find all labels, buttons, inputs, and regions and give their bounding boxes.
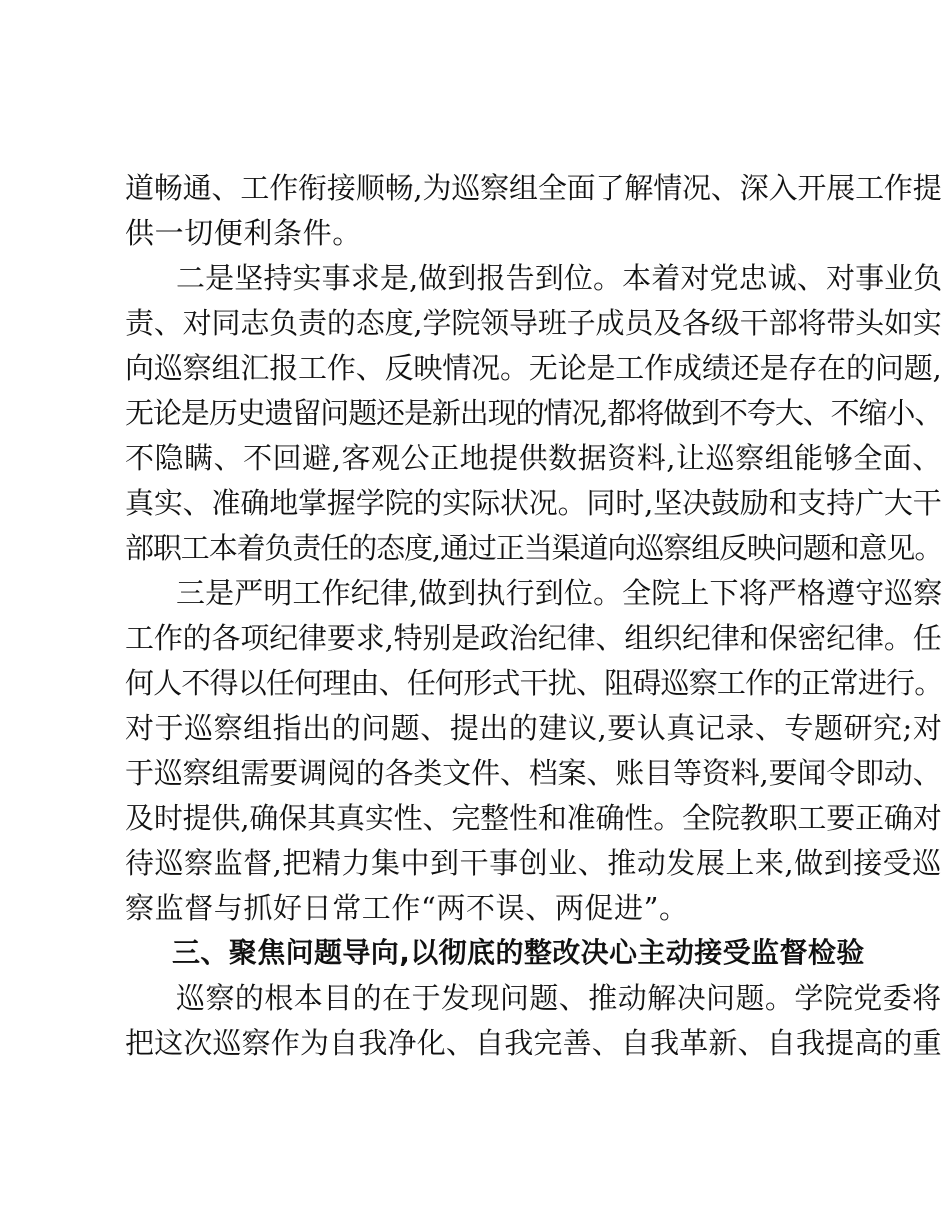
text-line-8: 真实、准确地掌握学院的实际状况。同时,坚决鼓励和支持广大干 (125, 486, 942, 520)
text-line-7: 不隐瞒、不回避,客观公正地提供数据资料,让巡察组能够全面、 (125, 441, 942, 475)
text-line-11: 工作的各项纪律要求,特别是政治纪律、组织纪律和保密纪律。任 (125, 621, 942, 655)
section-heading: 三、聚焦问题导向,以彻底的整改决心主动接受监督检验 (172, 936, 865, 969)
text-line-10: 三是严明工作纪律,做到执行到位。全院上下将严格遵守巡察 (176, 576, 943, 610)
text-line-4: 责、对同志负责的态度,学院领导班子成员及各级干部将带头如实 (125, 306, 942, 340)
text-line-17: 察监督与抓好日常工作“两不误、两促进”。 (125, 891, 689, 925)
text-line-12: 何人不得以任何理由、任何形式干扰、阻碍巡察工作的正常进行。 (125, 666, 943, 700)
text-line-16: 待巡察监督,把精力集中到干事创业、推动发展上来,做到接受巡 (125, 846, 942, 880)
text-line-2: 供一切便利条件。 (125, 216, 362, 250)
text-line-6: 无论是历史遗留问题还是新出现的情况,都将做到不夸大、不缩小、 (125, 396, 943, 430)
text-line-9: 部职工本着负责任的态度,通过正当渠道向巡察组反映问题和意见。 (125, 531, 943, 565)
text-line-1: 道畅通、工作衔接顺畅,为巡察组全面了解情况、深入开展工作提 (125, 171, 942, 205)
text-line-20: 把这次巡察作为自我净化、自我完善、自我革新、自我提高的重 (125, 1026, 942, 1060)
text-line-15: 及时提供,确保其真实性、完整性和准确性。全院教职工要正确对 (125, 801, 942, 835)
text-line-13: 对于巡察组指出的问题、提出的建议,要认真记录、专题研究;对 (125, 711, 943, 745)
text-line-14: 于巡察组需要调阅的各类文件、档案、账目等资料,要闻令即动、 (125, 756, 942, 790)
text-line-19: 巡察的根本目的在于发现问题、推动解决问题。学院党委将 (176, 981, 942, 1015)
text-line-3: 二是坚持实事求是,做到报告到位。本着对党忠诚、对事业负 (176, 261, 943, 295)
text-line-5: 向巡察组汇报工作、反映情况。无论是工作成绩还是存在的问题, (125, 351, 942, 385)
